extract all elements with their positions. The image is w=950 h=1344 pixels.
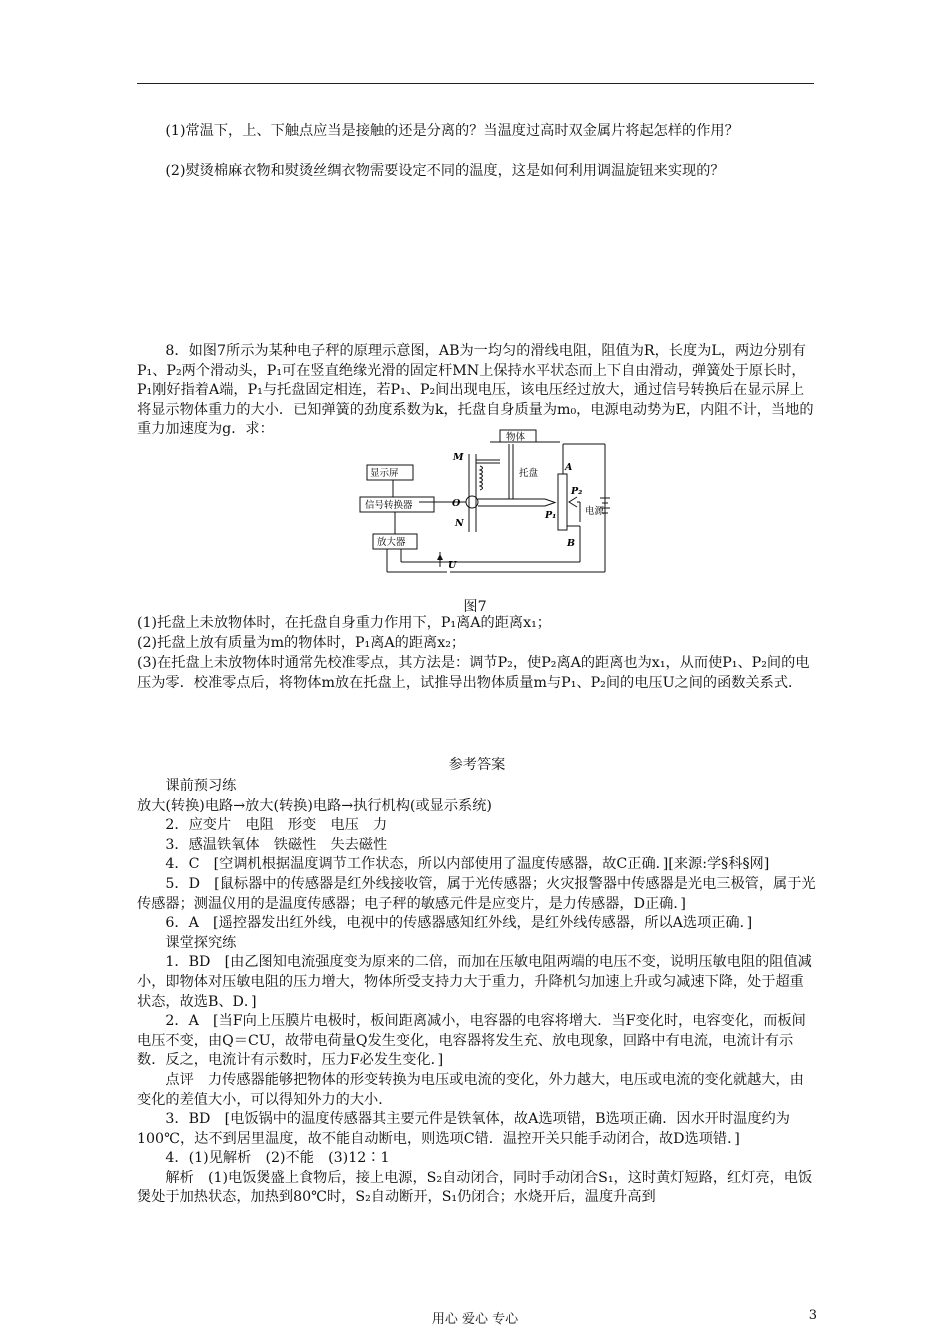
q8-sub3: (3)在托盘上未放物体时通常先校准零点，其方法是：调节P₂，使P₂离A的距离也为x₁，从而使P₁、P₂间的电压为零．校准零点后，将物体m放在托盘上，试推导出物体质量m与P₁、P₂间的电压U之间的函数关系式．: [137, 655, 810, 691]
answer-line: 点评 力传感器能够把物体的形变转换为电压或电流的变化，外力越大，电压或电流的变化就越大，由变化的差值大小，可以得知外力的大小．: [137, 1071, 804, 1108]
answer-line: 课堂探究练: [165, 934, 237, 951]
b-label: B: [567, 538, 576, 549]
figure-caption: 图7: [463, 599, 487, 615]
answer-line: 课前预习练: [165, 778, 237, 794]
converter-label: 信号转换器: [365, 500, 413, 511]
answer-line: 4．C [空调机根据温度调节工作状态，所以内部使用了温度传感器，故C正确．][来源:学§科§网]: [165, 856, 770, 873]
tray-label: 托盘: [519, 468, 539, 479]
answers-body: [137, 777, 817, 1208]
answer-line: 3．感温铁氧体 铁磁性 失去磁性: [165, 836, 388, 853]
o-label: O: [452, 498, 461, 509]
p1-label: P₁: [545, 510, 557, 521]
q8-stem: 8．如图7所示为某种电子秤的原理示意图，AB为一均匀的滑线电阻，阻值为R，长度为L，两边分别有P₁、P₂两个滑动头，P₁可在竖直绝缘光滑的固定杆MN上保持水平状态而上下自由滑动，弹簧处于原长时，P₁刚好指着A端，P₁与托盘固定相连，若P₁、P₂间出现电压，该电压经过放大，通过信号转换后在显示屏上将显示物体重力的大小．已知弹簧的劲度系数为k，托盘自身质量为m₀，电源电动势为E，内阻不计，当地的重力加速度为g．求：: [137, 343, 814, 438]
footer-text: 用心 爱心 专心: [431, 1312, 519, 1327]
q7-part2: (2)熨烫棉麻衣物和熨烫丝绸衣物需要设定不同的温度，这是如何利用调温旋钮来实现的？: [165, 163, 725, 179]
power-label: 电源: [585, 506, 605, 517]
header-rule: [137, 83, 814, 84]
answer-line: 放大(转换)电路→放大(转换)电路→执行机构(或显示系统): [137, 797, 492, 814]
u-label: U: [448, 560, 457, 571]
answer-line: 解析 (1)电饭煲盛上食物后，接上电源，S₂自动闭合，同时手动闭合S₁，这时黄灯短路，红灯亮，电饭煲处于加热状态，加热到80℃时，S₂自动断开，S₁仍闭合；水烧开后，温度升高到: [137, 1169, 813, 1206]
m-label: M: [453, 452, 464, 463]
answer-line: 3．BD [电饭锅中的温度传感器其主要元件是铁氧体，故A选项错，B选项正确．因水开时温度约为100℃，达不到居里温度，故不能自动断电，则选项C错．温控开关只能手动闭合，故D选项错．]: [137, 1111, 790, 1147]
answer-line: 2．应变片 电阻 形变 电压 力: [165, 817, 388, 834]
answer-line: 1．BD [由乙图知电流强度变为原来的二倍，而加在压敏电阻两端的电压不变，说明压敏电阻的阻值减小，即物体对压敏电阻的压力增大，物体所受支持力大于重力，升降机匀加速上升或匀减速下降，处于超重状态，故选B、D．]: [137, 954, 812, 1010]
p2-label: P₂: [571, 486, 583, 497]
answer-line: 6．A [遥控器发出红外线，电视中的传感器感知红外线，是红外线传感器，所以A选项正确．]: [165, 915, 753, 932]
answers-title: 参考答案: [448, 757, 506, 773]
answer-line: 2．A [当F向上压膜片电极时，板间距离减小，电容器的电容将增大．当F变化时，电容变化，而板间电压不变，由Q＝CU，故带电荷量Q发生变化，电容器将发生充、放电现象，回路中有电流，电流计有示数．反之，电流计有示数时，压力F必发生变化．]: [137, 1013, 806, 1069]
q8-sub2: (2)托盘上放有质量为m的物体时，P₁离A的距离x₂；: [137, 635, 466, 651]
answer-line: 5．D [鼠标器中的传感器是红外线接收管，属于光传感器；火灾报警器中传感器是光电三极管，属于光传感器；测温仪用的是温度传感器；电子秤的敏感元件是应变片，是力传感器，D正确．]: [137, 875, 816, 912]
a-label: A: [565, 462, 573, 473]
q8-sub1: (1)托盘上未放物体时，在托盘自身重力作用下，P₁离A的距离x₁；: [137, 615, 551, 631]
n-label: N: [455, 518, 464, 529]
display-label: 显示屏: [370, 468, 399, 479]
q7-part1: (1)常温下，上、下触点应当是接触的还是分离的？当温度过高时双金属片将起怎样的作用？: [165, 123, 739, 139]
electronic-scale-diagram: [355, 422, 615, 580]
answer-line: 4．(1)见解析 (2)不能 (3)12∶1: [165, 1150, 390, 1167]
page-number: 3: [808, 1308, 817, 1323]
object-label: 物体: [506, 432, 526, 443]
amplifier-label: 放大器: [377, 537, 406, 548]
